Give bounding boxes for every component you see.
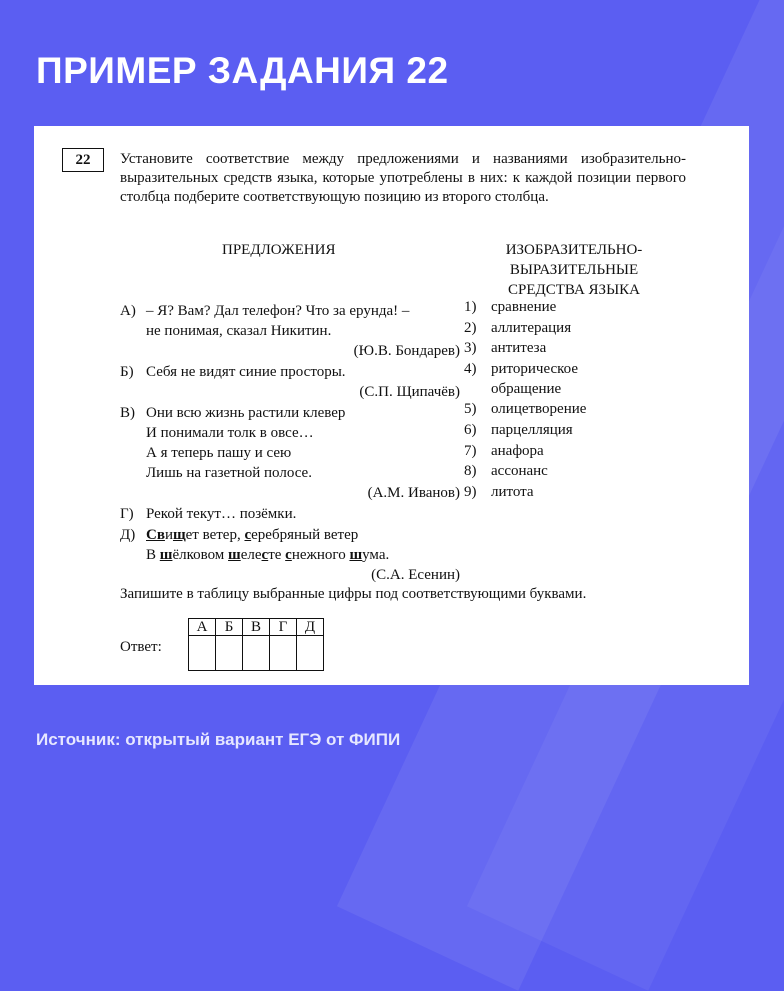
device-item	[464, 461, 714, 481]
text-fragment: еле	[240, 547, 262, 563]
answer-cell[interactable]	[270, 636, 297, 671]
sentence-author: (Ю.В. Бондарев)	[353, 343, 460, 359]
underlined-sound: с	[285, 547, 292, 563]
sentence-letter: Д)	[120, 527, 136, 543]
sentence-b	[120, 362, 460, 402]
devices-heading-line: ИЗОБРАЗИТЕЛЬНО-	[505, 242, 643, 258]
answer-cell[interactable]	[216, 636, 243, 671]
underlined-sound: щ	[172, 527, 186, 543]
device-item	[464, 441, 714, 461]
device-label: олицетворение	[491, 401, 587, 418]
device-item	[464, 338, 714, 358]
device-number: 7)	[464, 442, 477, 459]
sentence-d	[120, 525, 460, 585]
sentence-line: Себя не видят синие просторы.	[146, 364, 346, 380]
sentence-author: (А.М. Иванов)	[367, 485, 460, 501]
device-number: 4)	[464, 360, 477, 377]
device-number: 8)	[464, 463, 477, 480]
device-label: антитеза	[491, 340, 547, 357]
text-fragment: ет ветер,	[185, 527, 245, 543]
sentence-line: Лишь на газетной полосе.	[146, 465, 312, 481]
device-label: анафора	[491, 442, 544, 459]
sentence-v	[120, 403, 460, 503]
page-title: ПРИМЕР ЗАДАНИЯ 22	[36, 50, 449, 91]
task-number-box: 22	[62, 148, 104, 172]
device-label: литота	[491, 483, 534, 500]
answer-instruction: Запишите в таблицу выбранные цифры под соответствующими буквами.	[120, 586, 587, 602]
sentence-author: (С.П. Щипачёв)	[359, 384, 460, 400]
device-item	[464, 297, 714, 317]
answer-column-header: В	[243, 619, 270, 636]
devices-column	[464, 297, 714, 502]
answer-cell[interactable]	[243, 636, 270, 671]
device-item	[464, 318, 714, 338]
devices-heading	[494, 240, 654, 300]
underlined-sound: ш	[228, 547, 241, 563]
underlined-sound: ш	[349, 547, 363, 563]
device-label: сравнение	[491, 299, 557, 315]
sentence-line: Рекой текут… позёмки.	[146, 506, 297, 522]
text-fragment: ёлковом	[172, 547, 229, 563]
sentence-author: (С.А. Есенин)	[371, 567, 460, 583]
device-item	[464, 399, 714, 419]
sentence-letter: Г)	[120, 506, 134, 522]
source-caption: Источник: открытый вариант ЕГЭ от ФИПИ	[36, 730, 401, 749]
answer-column-header: Д	[297, 619, 324, 636]
device-number: 5)	[464, 401, 477, 418]
text-fragment: и	[164, 527, 173, 543]
device-item	[464, 482, 714, 502]
underlined-sound: Св	[146, 527, 165, 543]
device-number: 6)	[464, 421, 477, 438]
sentence-line: – Я? Вам? Дал телефон? Что за ерунда! –	[146, 303, 410, 319]
sentence-line: Они всю жизнь растили клевер	[146, 405, 346, 421]
device-item	[464, 359, 714, 399]
underlined-sound: с	[261, 547, 269, 563]
sentence-line: И понимали толк в овсе…	[146, 425, 314, 441]
device-label: ассонанс	[491, 463, 548, 480]
device-label: аллитерация	[491, 319, 572, 336]
sentence-line: А я теперь пашу и сею	[146, 445, 292, 461]
answer-table	[188, 618, 324, 671]
sentence-letter: А)	[120, 303, 136, 319]
sentence-letter: В)	[120, 405, 135, 421]
text-fragment: те	[268, 547, 286, 563]
exam-task-document	[34, 126, 749, 685]
device-number: 1)	[464, 299, 477, 315]
sentence-line: не понимая, сказал Никитин.	[146, 323, 332, 339]
underlined-sound: с	[244, 527, 252, 543]
text-fragment: В	[146, 547, 160, 563]
sentence-line	[146, 525, 460, 545]
underlined-sound: ш	[159, 547, 173, 563]
answer-column-header: А	[189, 619, 216, 636]
sentence-letter: Б)	[120, 364, 134, 380]
answer-cell[interactable]	[297, 636, 324, 671]
answer-cell[interactable]	[189, 636, 216, 671]
sentence-g	[120, 504, 460, 524]
answer-column-header: Г	[270, 619, 297, 636]
device-number: 2)	[464, 319, 477, 336]
task-instructions: Установите соответствие между предложениями и названиями изобразительно-выразительных средств языка, которые употреблены в них: к каждой позиции первого столбца подберите соответствующую позицию из второго столбца.	[120, 151, 686, 205]
devices-heading-line: СРЕДСТВА ЯЗЫКА	[508, 282, 640, 298]
sentences-column	[120, 301, 460, 585]
device-item	[464, 420, 714, 440]
device-label: риторическое	[491, 360, 579, 377]
text-fragment: еребряный ветер	[251, 527, 359, 543]
device-number: 9)	[464, 483, 477, 500]
sentence-line	[146, 545, 460, 565]
device-label: обращение	[491, 380, 562, 397]
text-fragment: ума.	[362, 547, 390, 563]
sentence-a	[120, 301, 460, 361]
text-fragment: нежного	[291, 547, 350, 563]
sentences-heading: ПРЕДЛОЖЕНИЯ	[222, 242, 336, 258]
answer-label: Ответ:	[120, 639, 162, 655]
device-number: 3)	[464, 340, 477, 357]
devices-heading-line: ВЫРАЗИТЕЛЬНЫЕ	[509, 262, 639, 278]
answer-column-header: Б	[216, 619, 243, 636]
device-label: парцелляция	[491, 421, 573, 438]
